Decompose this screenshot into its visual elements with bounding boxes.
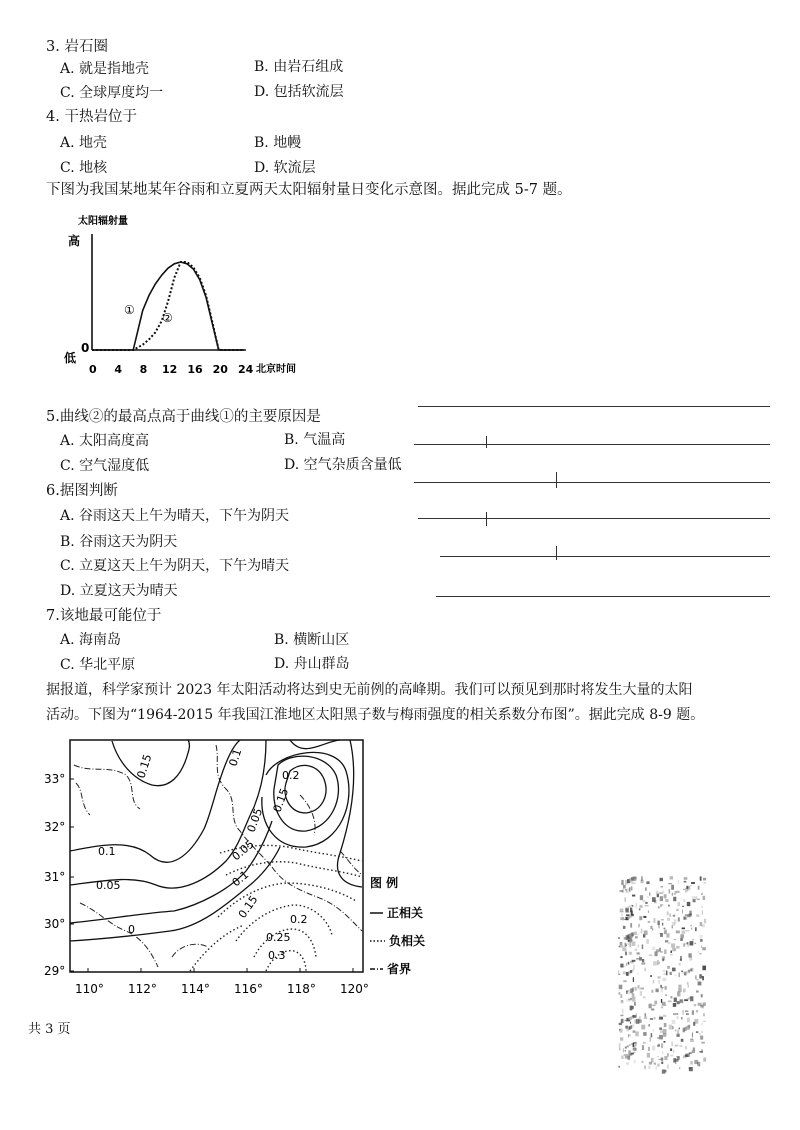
chart1-y-zero: 0: [81, 341, 90, 355]
q6-option-d[interactable]: D. 立夏这天为晴天: [60, 583, 178, 599]
solar-radiation-chart: [60, 210, 296, 382]
positive-contour-label: 0.1: [98, 845, 116, 858]
chart1-series-2: [92, 262, 244, 350]
negative-contour-label: 0.3: [268, 949, 286, 962]
q7-option-d[interactable]: D. 舟山群岛: [274, 656, 350, 672]
q6-option-a[interactable]: A. 谷雨这天上午为晴天，下午为阴天: [60, 508, 290, 524]
q7-option-a[interactable]: A. 海南岛: [60, 632, 122, 648]
q4-option-c[interactable]: C. 地核: [60, 160, 108, 176]
q7-option-b[interactable]: B. 横断山区: [274, 632, 350, 648]
map-x-tick: 120°: [340, 982, 369, 996]
map-x-tick: 110°: [75, 982, 104, 996]
negative-contour-label: 0.25: [266, 931, 291, 944]
chart1-x-tick: 12: [162, 363, 178, 376]
positive-contour-label: 0.05: [96, 879, 121, 892]
q3-option-c[interactable]: C. 全球厚度均一: [60, 85, 164, 101]
q3-option-b[interactable]: B. 由岩石组成: [254, 59, 344, 75]
map-y-tick: 31°: [44, 870, 66, 884]
q5-stem: 5.曲线②的最高点高于曲线①的主要原因是: [46, 409, 321, 425]
chart1-x-tick: 8: [139, 363, 148, 376]
q3-option-a[interactable]: A. 就是指地壳: [60, 61, 150, 77]
chart1-x-tick: 0: [89, 363, 97, 376]
chart1-y-low: 低: [64, 351, 77, 365]
curve-2-label: ②: [162, 311, 173, 325]
q5-option-d[interactable]: D. 空气杂质含量低: [284, 457, 402, 473]
q3-option-d[interactable]: D. 包括软流层: [254, 84, 344, 100]
province-boundaries: [74, 745, 362, 967]
q3-stem: 3. 岩石圈: [46, 39, 108, 55]
negative-contour-label: 0.1: [229, 868, 252, 890]
positive-contour-label: 0.2: [282, 769, 300, 782]
negative-contour-label: 0.15: [235, 893, 261, 921]
positive-contours: [70, 740, 362, 941]
map-x-tick: 116°: [234, 982, 263, 996]
chart1-ylabel: 太阳辐射量: [78, 216, 128, 227]
q4-option-b[interactable]: B. 地幔: [254, 135, 302, 151]
q5-option-b[interactable]: B. 气温高: [284, 432, 346, 448]
map-y-tick: 33°: [44, 772, 66, 786]
positive-contour-label: 0.15: [134, 752, 155, 780]
map-y-tick: 30°: [44, 917, 66, 931]
correlation-contour-map: [40, 735, 440, 1005]
positive-contour-label: 0.05: [244, 806, 266, 835]
q4-option-a[interactable]: A. 地壳: [60, 135, 108, 151]
q7-option-c[interactable]: C. 华北平原: [60, 657, 136, 673]
map-y-tick: 29°: [44, 964, 66, 978]
positive-contour-label: 0: [128, 923, 135, 936]
legend-title: 图 例: [370, 876, 399, 890]
chart1-y-high: 高: [68, 234, 81, 248]
q7-stem: 7.该地最可能位于: [46, 608, 162, 624]
chart1-series-1: [92, 262, 244, 350]
q5-option-a[interactable]: A. 太阳高度高: [60, 433, 150, 449]
q6-option-b[interactable]: B. 谷雨这天为阴天: [60, 534, 178, 550]
chart1-xlabel: 北京时间: [256, 364, 296, 375]
curve-1-label: ①: [124, 303, 135, 317]
map-y-tick: 32°: [44, 820, 66, 834]
legend-positive: 正相关: [387, 906, 424, 920]
q6-stem: 6.据图判断: [46, 483, 118, 499]
map-x-tick: 114°: [181, 982, 210, 996]
chart1-x-tick: 24: [238, 363, 254, 376]
q5-option-c[interactable]: C. 空气湿度低: [60, 458, 150, 474]
positive-contour-label: 0.1: [226, 747, 245, 768]
negative-contour-label: 0.2: [290, 913, 308, 926]
page-footer: 共 3 页: [28, 1022, 71, 1037]
chart1-x-tick: 16: [187, 363, 203, 376]
q4-stem: 4. 干热岩位于: [46, 109, 137, 125]
q6-option-c[interactable]: C. 立夏这天上午为阴天，下午为晴天: [60, 558, 290, 574]
scan-artifact: [618, 876, 708, 1074]
map-legend: [370, 875, 425, 976]
positive-contour-label: 0.15: [270, 786, 292, 815]
chart1-x-tick: 20: [212, 363, 228, 376]
q4-option-d[interactable]: D. 软流层: [254, 160, 316, 176]
intro-8-9-line1: 据报道，科学家预计 2023 年太阳活动将达到史无前例的高峰期。我们可以预见到那时将发生大量的太阳: [46, 682, 693, 698]
map-x-tick: 112°: [128, 982, 157, 996]
chart1-x-tick: 4: [114, 363, 122, 376]
intro-5-7: 下图为我国某地某年谷雨和立夏两天太阳辐射量日变化示意图。据此完成 5-7 题。: [46, 182, 572, 198]
map-x-tick: 118°: [287, 982, 316, 996]
intro-8-9-line2: 活动。下图为“1964-2015 年我国江淮地区太阳黑子数与梅雨强度的相关系数分布图”。据此完成 8-9 题。: [46, 707, 705, 723]
legend-negative: 负相关: [389, 934, 426, 948]
legend-boundary: 省界: [387, 962, 412, 976]
negative-contour-label: 0.05: [229, 837, 257, 864]
